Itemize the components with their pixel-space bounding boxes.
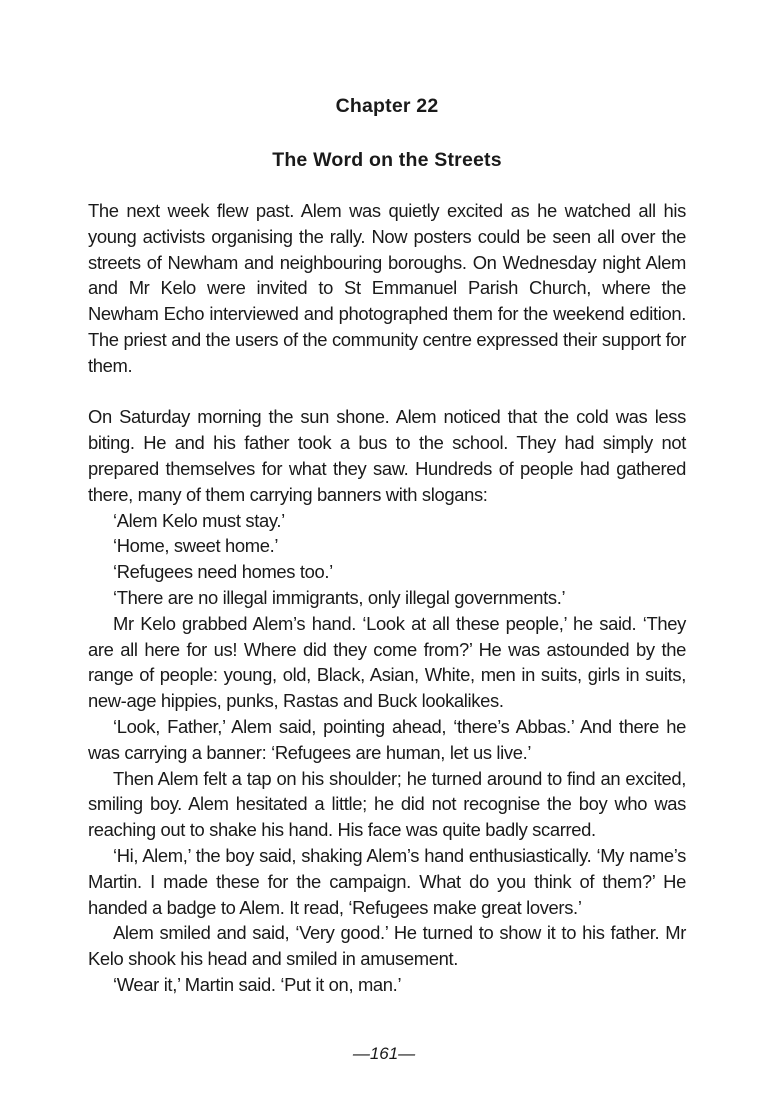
page-number: —161— <box>352 1044 416 1063</box>
paragraph: On Saturday morning the sun shone. Alem noticed that the cold was less biting. He and his father took a bus to the school. They had simply not prepared themselves for what they saw. Hundreds of people had gathered there, many of them carrying banners with slogans: <box>88 406 686 505</box>
slogan-line: ‘There are no illegal immigrants, only illegal governments.’ <box>113 586 566 608</box>
slogan-line: ‘Home, sweet home.’ <box>113 535 279 557</box>
chapter-title: The Word on the Streets <box>272 149 502 171</box>
slogan-line: ‘Alem Kelo must stay.’ <box>113 509 285 531</box>
slogan-line: ‘Refugees need homes too.’ <box>113 561 333 583</box>
paragraph: Mr Kelo grabbed Alem’s hand. ‘Look at all these people,’ he said. ‘They are all here for us! Where did they come from?’ He was astounded by the range of people: young, old, Black, Asian, White, men in suits, girls in suits, new-age hippies, punks, Rastas and Buck lookalikes. <box>88 612 686 712</box>
book-page <box>88 92 686 998</box>
chapter-number: Chapter 22 <box>335 95 439 117</box>
paragraph: Alem smiled and said, ‘Very good.’ He turned to show it to his father. Mr Kelo shook his head and smiled in amusement. <box>88 922 686 970</box>
paragraph: ‘Wear it,’ Martin said. ‘Put it on, man.’ <box>113 973 402 995</box>
paragraph: ‘Look, Father,’ Alem said, pointing ahead, ‘there’s Abbas.’ And there he was carrying a banner: ‘Refugees are human, let us live.’ <box>88 715 686 763</box>
paragraph: ‘Hi, Alem,’ the boy said, shaking Alem’s hand enthusiastically. ‘My name’s Martin. I made these for the campaign. What do you think of them?’ He handed a badge to Alem. It read, ‘Refugees make great lovers.’ <box>88 844 686 918</box>
chapter-body <box>88 198 686 998</box>
paragraph: Then Alem felt a tap on his shoulder; he turned around to find an excited, smiling boy. Alem hesitated a little; he did not recognise the boy who was reaching out to shake his hand. His face was quite badly scarred. <box>88 767 686 841</box>
paragraph: The next week flew past. Alem was quietly excited as he watched all his young activists organising the rally. Now posters could be seen all over the streets of Newham and neighbouring boroughs. On Wednesday night Alem and Mr Kelo were invited to St Emmanuel Parish Church, where the Newham Echo interviewed and photographed them for the weekend edition. The priest and the users of the community centre expressed their support for them. <box>88 200 686 376</box>
